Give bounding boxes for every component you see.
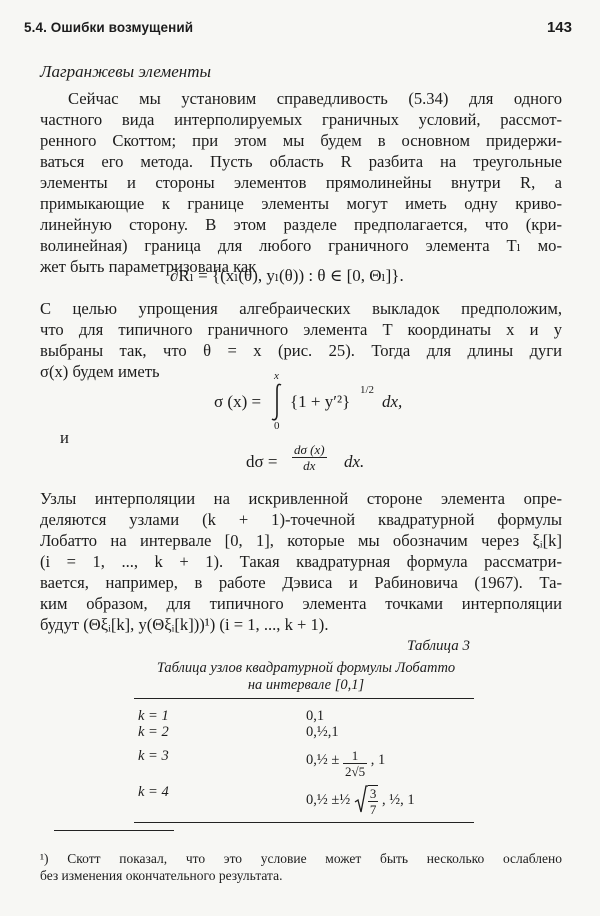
footnote-line: без изменения окончательного результата. <box>40 868 283 883</box>
paragraph-line: элементы и стороны элементов прямолинейны внутри R, а <box>40 173 562 192</box>
formula-lhs: dσ = <box>246 452 278 471</box>
paragraph-line: ренного Скоттом; при этом мы будем в основном придержи- <box>40 131 562 150</box>
paragraph-line: что для типичного граничного элемента T координаты x и y <box>40 320 562 339</box>
table-cell-k: k = 1 <box>138 708 169 724</box>
paragraph-line: ваться его метода. Пусть область R разбита на треугольные <box>40 152 562 171</box>
formula-tail: dx, <box>382 392 403 411</box>
footnote <box>40 850 562 884</box>
table-bottom-rule <box>134 822 474 823</box>
nodes-prefix: 0,½ ± <box>306 752 340 768</box>
integral-lower-limit: 0 <box>274 420 280 432</box>
formula-lhs: σ (x) = <box>214 392 262 411</box>
paragraph-line: Сейчас мы установим справедливость (5.34) для одного <box>68 89 562 108</box>
paragraph-2 <box>40 298 562 382</box>
table-cell-nodes: 0,1 <box>306 708 325 724</box>
formula-arc-differential <box>246 440 386 480</box>
footnote-line: ¹) Скотт показал, что это условие может быть несколько ослаблено <box>40 851 562 866</box>
subsection-title: Лагранжевы элементы <box>40 62 212 81</box>
formula-boundary-parametrization: ∂Rₗ = {(xₗ(θ), yₗ(θ)) : θ ∈ [0, Θₗ]}. <box>170 266 404 285</box>
table-caption-line: на интервале [0,1] <box>247 677 365 693</box>
table-caption <box>126 660 486 694</box>
table-caption-line: Таблица узлов квадратурной формулы Лобатто <box>156 660 456 676</box>
paragraph-line: ким образом, для типичного элемента точками интерполяции <box>40 594 562 613</box>
table-cell-nodes: 0,½,1 <box>306 724 339 740</box>
page-header <box>24 20 576 40</box>
paragraph-line: Лобатто на интервале [0, 1], которые мы обозначим через ξᵢ[k] <box>40 531 562 550</box>
paragraph-line: С целью упрощения алгебраических выкладок предположим, <box>40 299 562 318</box>
nodes-suffix: , ½, 1 <box>381 792 415 808</box>
paragraph-line: (i = 1, ..., k + 1). Такая квадратурная формула рассматри- <box>40 552 562 571</box>
paragraph-line: вается, например, в работе Дэвиса и Рабиновича (1967). Та- <box>40 573 562 592</box>
table-cell-nodes <box>306 784 415 817</box>
fraction-denominator: 7 <box>369 802 377 817</box>
formula-integrand: {1 + y′²} <box>290 392 351 411</box>
paragraph-line: частного вида интерполируемых граничных условий, рассмот- <box>40 110 562 129</box>
integral-sign-icon <box>269 382 285 422</box>
formula-arc-length <box>214 372 414 432</box>
paragraph-line: примыкающие к границе элементы могут иметь одну криво- <box>40 194 562 213</box>
fraction-numerator: dσ (x) <box>294 442 325 457</box>
paragraph-line: σ(x) будем иметь <box>40 362 160 381</box>
paragraph-line: будут (Θξᵢ[k], y(Θξᵢ[k]))¹) (i = 1, ..., k + 1). <box>40 615 329 634</box>
paragraph-line: волинейная) граница для любого граничного элемента Tₗ мо- <box>40 236 562 255</box>
paragraph-line: Узлы интерполяции на искривленной стороне элемента опре- <box>40 489 562 508</box>
square-root-icon <box>354 784 368 814</box>
conjunction: и <box>60 428 69 447</box>
table-row <box>138 778 468 818</box>
page-number: 143 <box>546 19 572 36</box>
table-top-rule <box>134 698 474 699</box>
fraction <box>368 785 379 817</box>
paragraph-line: выбраны так, что θ = x (рис. 25). Тогда для длины дуги <box>40 341 562 360</box>
fraction-denominator: 2√5 <box>344 764 366 779</box>
fraction-denominator: dx <box>303 458 316 473</box>
integral-upper-limit: x <box>274 370 279 382</box>
table-row <box>138 724 468 744</box>
table-cell-k: k = 3 <box>138 748 169 764</box>
fraction-numerator: 1 <box>343 748 367 764</box>
paragraph-3 <box>40 488 562 635</box>
table-label: Таблица 3 <box>407 638 470 654</box>
table-cell-k: k = 4 <box>138 784 169 800</box>
paragraph-line: деляются узлами (k + 1)-точечной квадратурной формулы <box>40 510 562 529</box>
paragraph-line: линейную сторону. В этом разделе предполагается, что (кри- <box>40 215 562 234</box>
table-cell-k: k = 2 <box>138 724 169 740</box>
running-head: 5.4. Ошибки возмущений <box>24 20 194 35</box>
paragraph-1 <box>40 88 562 277</box>
nodes-suffix: , 1 <box>370 752 386 768</box>
footnote-rule <box>54 830 174 831</box>
formula-power: 1/2 <box>360 384 375 396</box>
formula-tail: dx. <box>344 452 365 471</box>
fraction <box>292 442 327 473</box>
nodes-prefix: 0,½ ±½ <box>306 792 351 808</box>
fraction-numerator: 3 <box>369 786 377 801</box>
paragraph-line: жет быть параметризована как <box>40 257 257 276</box>
fraction <box>343 748 367 779</box>
table-cell-nodes <box>306 748 385 779</box>
table-row <box>138 742 468 782</box>
